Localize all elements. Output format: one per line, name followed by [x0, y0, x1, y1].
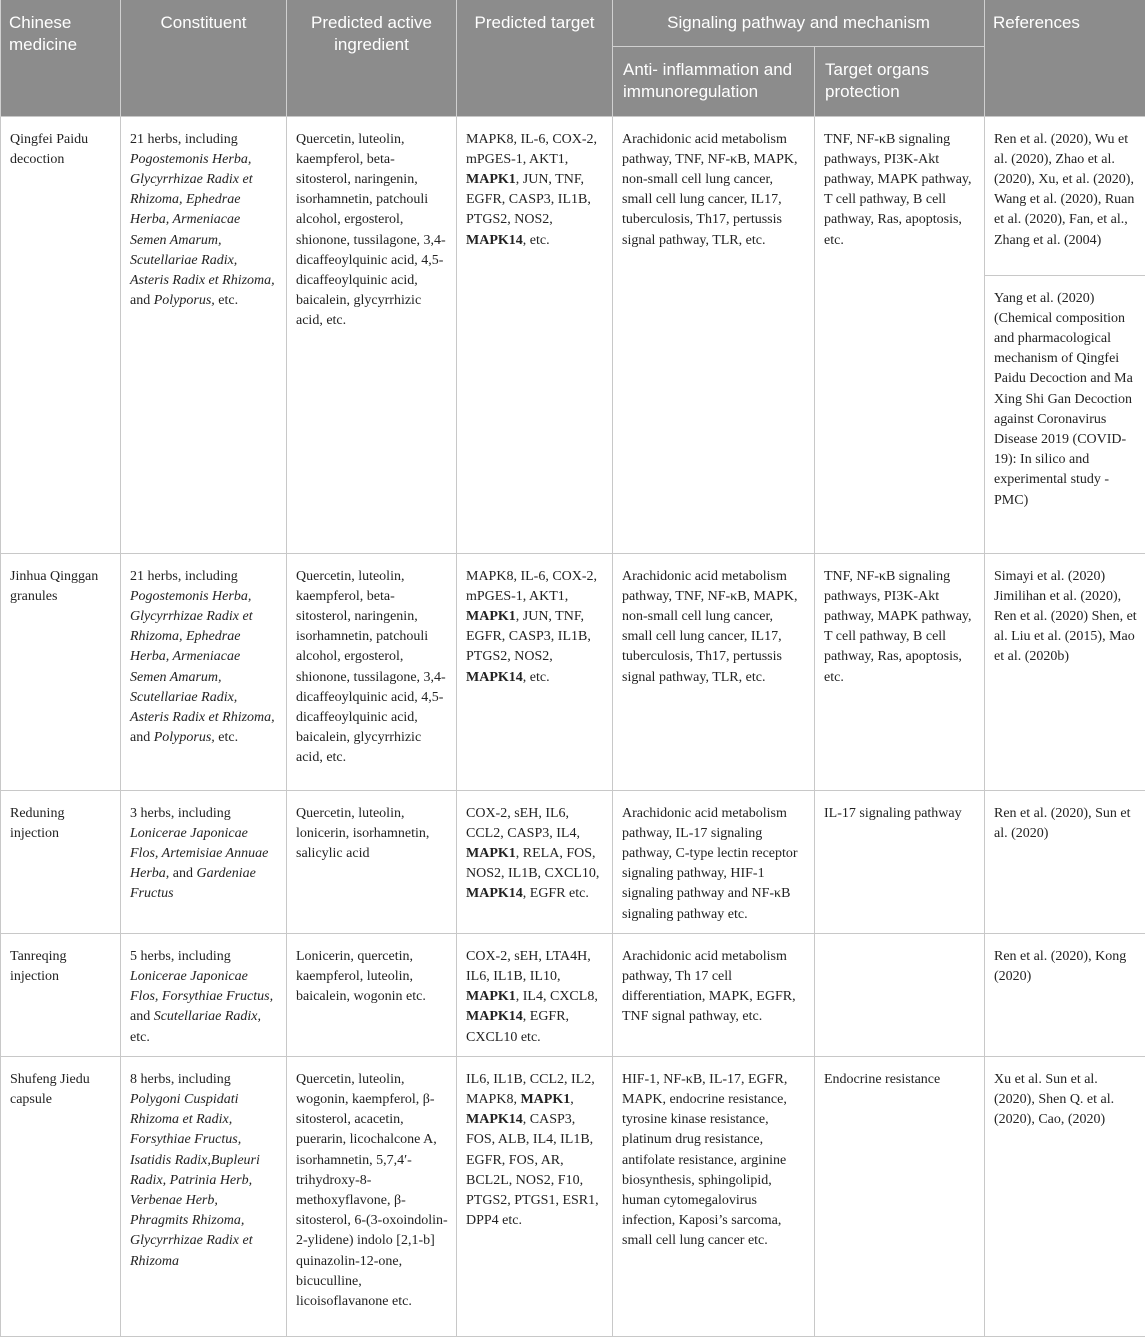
cell-target-organs	[815, 933, 985, 1056]
cell-ingredient: Quercetin, luteolin, kaempferol, beta-sitosterol, naringenin, isorhamnetin, patchouli alcohol, ergosterol, shionone, tussilagone, 3,4-dicaffeoylquinic acid, 4,5-dicaffeoylquinic acid, baicalein, glycyrrhizic acid, etc.	[287, 553, 457, 790]
cell-references: Ren et al. (2020), Kong (2020)	[985, 933, 1145, 1056]
header-signaling-pathway: Signaling pathway and mechanism	[613, 0, 985, 46]
header-anti-inflammation: Anti- inflammation and immunoregulation	[613, 46, 815, 116]
table-row	[1, 790, 1145, 933]
cell-constituent: 3 herbs, including Lonicerae Japonicae Flos, Artemisiae Annuae Herba, and Gardeniae Fructus	[121, 790, 287, 933]
cell-medicine: Reduning injection	[1, 790, 121, 933]
header-target-organs: Target organs protection	[815, 46, 985, 116]
cell-references-extra: Yang et al. (2020) (Chemical composition and pharmacological mechanism of Qingfei Paidu Decoction and Ma Xing Shi Gan Decoction against Coronavirus Disease 2019 (COVID-19): In silico and experimental study - PMC)	[985, 275, 1145, 553]
cell-anti-inflammation: Arachidonic acid metabolism pathway, IL-17 signaling pathway, C-type lectin receptor signaling pathway, HIF-1 signaling pathway and NF-κB signaling pathway etc.	[613, 790, 815, 933]
cell-medicine: Jinhua Qinggan granules	[1, 553, 121, 790]
cell-target-organs: Endocrine resistance	[815, 1056, 985, 1336]
cell-constituent: 21 herbs, including Pogostemonis Herba, Glycyrrhizae Radix et Rhizoma, Ephedrae Herba, Armeniacae Semen Amarum, Scutellariae Radix, Asteris Radix et Rhizoma, and Polyporus, etc.	[121, 553, 287, 790]
cell-constituent: 8 herbs, including Polygoni Cuspidati Rhizoma et Radix, Forsythiae Fructus, Isatidis Radix,Bupleuri Radix, Patrinia Herb, Verbenae Herb, Phragmits Rhizoma, Glycyrrhizae Radix et Rhizoma	[121, 1056, 287, 1336]
cell-target: MAPK8, IL-6, COX-2, mPGES-1, AKT1, MAPK1, JUN, TNF, EGFR, CASP3, IL1B, PTGS2, NOS2, MAPK14, etc.	[457, 553, 613, 790]
cell-references: Ren et al. (2020), Sun et al. (2020)	[985, 790, 1145, 933]
table-row	[1, 1056, 1145, 1336]
header-predicted-active-ingredient: Predicted active ingredient	[287, 0, 457, 116]
table-row	[1, 553, 1145, 790]
cell-ingredient: Quercetin, luteolin, lonicerin, isorhamnetin, salicylic acid	[287, 790, 457, 933]
cell-references: Xu et al. Sun et al. (2020), Shen Q. et al. (2020), Cao, (2020)	[985, 1056, 1145, 1336]
header-chinese-medicine: Chinese medicine	[1, 0, 121, 116]
cell-ingredient: Quercetin, luteolin, kaempferol, beta-sitosterol, naringenin, isorhamnetin, patchouli alcohol, ergosterol, shionone, tussilagone, 3,4-dicaffeoylquinic acid, 4,5-dicaffeoylquinic acid, baicalein, glycyrrhizic acid, etc.	[287, 116, 457, 553]
cell-medicine: Qingfei Paidu decoction	[1, 116, 121, 553]
cell-anti-inflammation: Arachidonic acid metabolism pathway, TNF, NF-κB, MAPK, non-small cell lung cancer, small cell lung cancer, IL17, tuberculosis, Th17, pertussis signal pathway, TLR, etc.	[613, 553, 815, 790]
cell-target: COX-2, sEH, IL6, CCL2, CASP3, IL4, MAPK1, RELA, FOS, NOS2, IL1B, CXCL10, MAPK14, EGFR etc.	[457, 790, 613, 933]
cell-constituent: 5 herbs, including Lonicerae Japonicae Flos, Forsythiae Fructus, and Scutellariae Radix, etc.	[121, 933, 287, 1056]
cell-references: Ren et al. (2020), Wu et al. (2020), Zhao et al. (2020), Xu, et al. (2020), Wang et al. (2020), Ruan et al. (2020), Fan, et al., Zhang et al. (2004)	[985, 116, 1145, 275]
cell-medicine: Tanreqing injection	[1, 933, 121, 1056]
cell-ingredient: Lonicerin, quercetin, kaempferol, luteolin, baicalein, wogonin etc.	[287, 933, 457, 1056]
cell-target-organs: TNF, NF-κB signaling pathways, PI3K-Akt pathway, MAPK pathway, T cell pathway, B cell pathway, Ras, apoptosis, etc.	[815, 553, 985, 790]
cell-target: COX-2, sEH, LTA4H, IL6, IL1B, IL10, MAPK1, IL4, CXCL8, MAPK14, EGFR, CXCL10 etc.	[457, 933, 613, 1056]
table-row	[1, 933, 1145, 1056]
cell-anti-inflammation: HIF-1, NF-κB, IL-17, EGFR, MAPK, endocrine resistance, tyrosine kinase resistance, platinum drug resistance, antifolate resistance, arginine biosynthesis, sphingolipid, human cytomegalovirus infection, Kaposi’s sarcoma, small cell lung cancer etc.	[613, 1056, 815, 1336]
cell-target-organs: IL-17 signaling pathway	[815, 790, 985, 933]
cell-references: Simayi et al. (2020) Jimilihan et al. (2020), Ren et al. (2020) Shen, et al. Liu et al. (2015), Mao et al. (2020b)	[985, 553, 1145, 790]
cell-anti-inflammation: Arachidonic acid metabolism pathway, TNF, NF-κB, MAPK, non-small cell lung cancer, small cell lung cancer, IL17, tuberculosis, Th17, pertussis signal pathway, TLR, etc.	[613, 116, 815, 553]
cell-target: MAPK8, IL-6, COX-2, mPGES-1, AKT1, MAPK1, JUN, TNF, EGFR, CASP3, IL1B, PTGS2, NOS2, MAPK14, etc.	[457, 116, 613, 553]
cell-constituent: 21 herbs, including Pogostemonis Herba, Glycyrrhizae Radix et Rhizoma, Ephedrae Herba, Armeniacae Semen Amarum, Scutellariae Radix, Asteris Radix et Rhizoma, and Polyporus, etc.	[121, 116, 287, 553]
table-row	[1, 116, 1145, 275]
header-references: References	[985, 0, 1145, 116]
header-constituent: Constituent	[121, 0, 287, 116]
header-predicted-target: Predicted target	[457, 0, 613, 116]
cell-medicine: Shufeng Jiedu capsule	[1, 1056, 121, 1336]
cell-target: IL6, IL1B, CCL2, IL2, MAPK8, MAPK1, MAPK14, CASP3, FOS, ALB, IL4, IL1B, EGFR, FOS, AR, BCL2L, NOS2, F10, PTGS2, PTGS1, ESR1, DPP4 etc.	[457, 1056, 613, 1336]
cell-target-organs: TNF, NF-κB signaling pathways, PI3K-Akt pathway, MAPK pathway, T cell pathway, B cell pathway, Ras, apoptosis, etc.	[815, 116, 985, 553]
cell-ingredient: Quercetin, luteolin, wogonin, kaempferol, β-sitosterol, acacetin, puerarin, licochalcone A, isorhamnetin, 5,7,4′-trihydroxy-8-methoxyflavone, β-sitosterol, 6-(3-oxoindolin-2-ylidene) indolo [2,1-b] quinazolin-12-one, bicuculline, licoisoflavanone etc.	[287, 1056, 457, 1336]
cell-anti-inflammation: Arachidonic acid metabolism pathway, Th 17 cell differentiation, MAPK, EGFR, TNF signal pathway, etc.	[613, 933, 815, 1056]
